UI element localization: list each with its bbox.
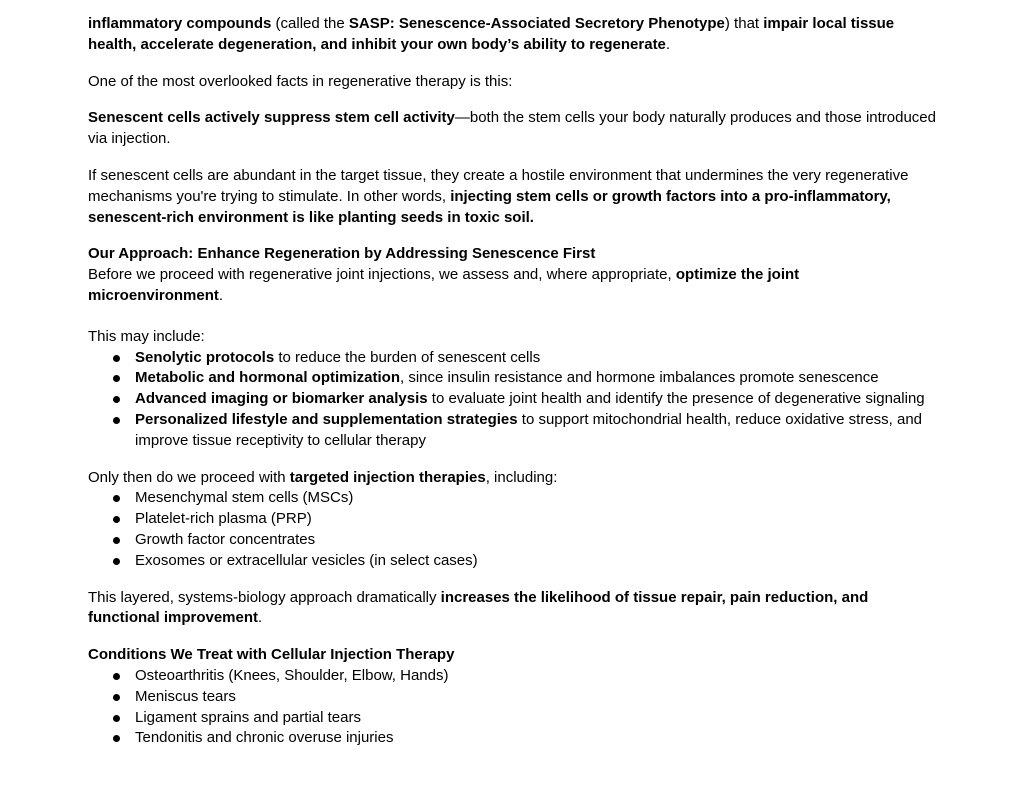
text: , including:	[485, 468, 558, 486]
therapies-section	[88, 468, 1024, 572]
text: to evaluate joint health and identify the presence of degenerative signaling	[427, 390, 925, 408]
text: Meniscus tears	[135, 687, 236, 705]
approach-section	[88, 244, 1024, 306]
bullet-icon	[113, 516, 120, 523]
sasp-paragraph	[88, 14, 938, 56]
bullet-icon	[113, 537, 120, 544]
text: (called the	[271, 15, 349, 32]
list-item	[88, 666, 938, 687]
list-item	[88, 488, 938, 509]
text: If senescent cells are abundant in the target tissue, they create a hostile environment that undermines the very regenerative mechanisms you're trying to stimulate. In other words,	[88, 166, 909, 205]
bold-text: Personalized lifestyle and supplementation strategies	[135, 410, 518, 428]
suppress-stem-cell-paragraph	[88, 108, 938, 150]
bullet-icon	[113, 396, 120, 403]
text: to support mitochondrial health, reduce oxidative stress, and improve tissue receptivity to cellular therapy	[135, 410, 923, 449]
list-item	[88, 687, 938, 708]
overlooked-facts-paragraph: One of the most overlooked facts in regenerative therapy is this:	[88, 72, 513, 90]
therapies-intro	[88, 468, 938, 489]
bold-text: injecting stem cells or growth factors into a pro-inflammatory, senescent-rich environment is like planting seeds in toxic soil.	[88, 187, 891, 226]
conditions-list	[88, 666, 938, 749]
text: —both the stem cells your body naturally produces and those introduced via injection.	[88, 109, 936, 148]
conditions-section	[88, 645, 1024, 749]
text: .	[218, 286, 224, 304]
text: Tendonitis and chronic overuse injuries	[135, 729, 394, 747]
text: , since insulin resistance and hormone imbalances promote senescence	[400, 369, 879, 387]
text: to reduce the burden of senescent cells	[274, 348, 541, 366]
approach-paragraph	[88, 265, 938, 307]
bold-text: targeted injection therapies	[289, 468, 486, 486]
bold-text: Senolytic protocols	[135, 348, 275, 366]
may-include-section	[88, 327, 1024, 452]
bold-text: increases the likelihood of tissue repair, pain reduction, and functional improvement	[88, 588, 869, 627]
text: Ligament sprains and partial tears	[135, 708, 361, 726]
bold-text: Advanced imaging or biomarker analysis	[135, 390, 428, 408]
text: This layered, systems-biology approach dramatically	[88, 588, 441, 606]
bold-text: SASP: Senescence-Associated Secretory Phenotype	[348, 15, 725, 32]
text: Mesenchymal stem cells (MSCs)	[135, 489, 354, 507]
layered-approach-paragraph	[88, 588, 938, 630]
bullet-icon	[113, 558, 120, 565]
text: .	[665, 35, 671, 53]
conditions-heading: Conditions We Treat with Cellular Injection Therapy	[88, 646, 455, 664]
bold-text: Senescent cells actively suppress stem cell activity	[88, 109, 455, 127]
list-item	[88, 348, 938, 369]
list-item	[88, 708, 938, 729]
bullet-icon	[113, 694, 120, 701]
text: ) that	[724, 15, 764, 32]
bullet-icon	[113, 735, 120, 742]
list-item	[88, 410, 938, 452]
text: Only then do we proceed with	[88, 468, 290, 486]
text: Platelet-rich plasma (PRP)	[135, 510, 312, 528]
bullet-icon	[113, 355, 120, 362]
list-item	[88, 551, 938, 572]
text: Osteoarthritis (Knees, Shoulder, Elbow, Hands)	[135, 666, 449, 684]
bullet-icon	[113, 495, 120, 502]
list-item	[88, 728, 938, 749]
text: Before we proceed with regenerative joint injections, we assess and, where appropriate,	[88, 266, 676, 284]
text: Growth factor concentrates	[135, 530, 316, 548]
bullet-icon	[113, 417, 120, 424]
bullet-icon	[113, 375, 120, 382]
bold-text: optimize the joint microenvironment	[88, 266, 800, 304]
may-include-intro: This may include:	[88, 327, 205, 345]
list-item	[88, 530, 938, 551]
bold-text: inflammatory compounds	[88, 15, 272, 32]
bullet-icon	[113, 715, 120, 722]
bold-text: Metabolic and hormonal optimization	[135, 369, 401, 387]
may-include-list	[88, 348, 938, 452]
bullet-icon	[113, 673, 120, 680]
list-item	[88, 509, 938, 530]
therapies-list	[88, 488, 938, 571]
bold-text: impair local tissue health, accelerate degeneration, and inhibit your own body’s ability to regenerate	[88, 15, 895, 53]
text: Exosomes or extracellular vesicles (in select cases)	[135, 551, 478, 569]
text: .	[258, 609, 263, 627]
list-item	[88, 368, 938, 389]
approach-heading: Our Approach: Enhance Regeneration by Addressing Senescence First	[88, 245, 596, 263]
hostile-environment-paragraph	[88, 166, 938, 228]
list-item	[88, 389, 938, 410]
